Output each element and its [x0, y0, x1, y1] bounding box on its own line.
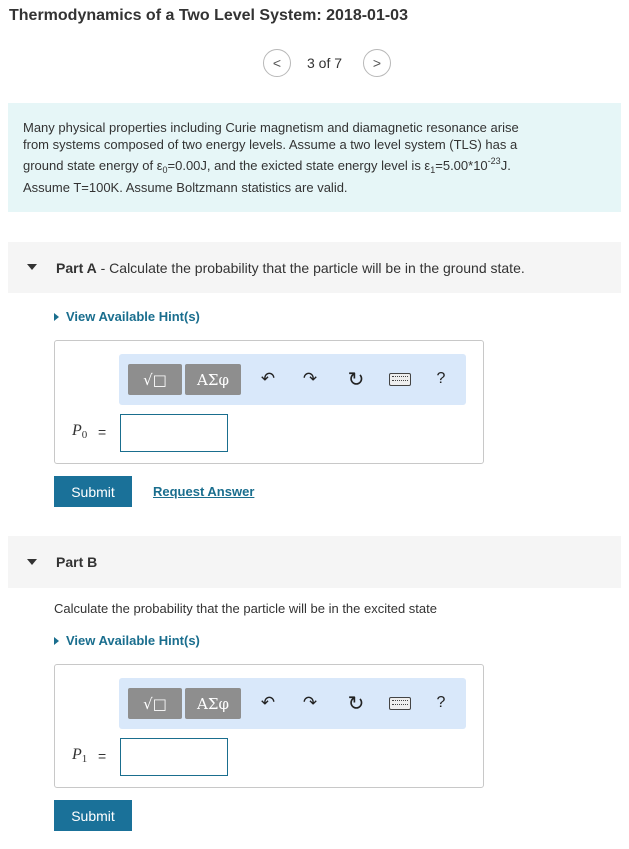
chevron-left-icon: <: [272, 55, 282, 71]
answer-box: [54, 340, 484, 464]
help-icon[interactable]: ?: [436, 694, 446, 711]
problem-line: from systems composed of two energy levels. Assume a two level system (TLS) has a: [23, 137, 518, 152]
keyboard-icon[interactable]: [389, 697, 411, 710]
problem-statement: [8, 103, 621, 212]
caret-right-icon: [54, 313, 59, 321]
submit-button[interactable]: Submit: [54, 800, 132, 831]
greek-symbols-button[interactable]: ΑΣφ: [185, 364, 241, 395]
part-b-question: Calculate the probability that the particle will be in the excited state: [54, 601, 437, 616]
answer-box: [54, 664, 484, 788]
submit-button[interactable]: Submit: [54, 476, 132, 507]
collapse-triangle-icon: [27, 264, 37, 270]
page-title: Thermodynamics of a Two Level System: 2018-01-03: [9, 7, 408, 24]
problem-line: Assume T=100K. Assume Boltzmann statistics are valid.: [23, 180, 348, 195]
undo-icon[interactable]: ↶: [260, 369, 276, 388]
redo-icon[interactable]: ↷: [302, 369, 318, 388]
math-toolbar: [119, 354, 466, 405]
pager-text: 3 of 7: [307, 55, 343, 71]
answer-input[interactable]: [120, 414, 228, 452]
part-a-header[interactable]: [8, 242, 621, 293]
templates-button[interactable]: √□: [128, 364, 182, 395]
problem-line: ground state energy of $\varepsilon_0=0.00J$, and the exicted state energy level is $\varepsilon_1=5.00*10^{-23}J$.: [23, 156, 511, 175]
help-icon[interactable]: ?: [436, 370, 446, 387]
problem-line: Many physical properties including Curie magnetism and diamagnetic resonance arise: [23, 120, 519, 135]
prev-page-button[interactable]: [263, 49, 291, 77]
keyboard-icon[interactable]: [389, 373, 411, 386]
view-hints-link[interactable]: View Available Hint(s): [54, 309, 200, 324]
part-b-title: Part B: [56, 554, 98, 570]
greek-symbols-button[interactable]: ΑΣφ: [185, 688, 241, 719]
variable-label: P1: [72, 746, 88, 765]
answer-input[interactable]: [120, 738, 228, 776]
equals-sign: =: [98, 424, 107, 440]
math-toolbar: [119, 678, 466, 729]
templates-button[interactable]: √□: [128, 688, 182, 719]
reset-icon[interactable]: ↻: [347, 368, 365, 391]
view-hints-link[interactable]: View Available Hint(s): [54, 633, 200, 648]
part-b-header[interactable]: [8, 536, 621, 588]
collapse-triangle-icon: [27, 559, 37, 565]
part-a-title: Part A - Calculate the probability that the particle will be in the ground state.: [56, 260, 525, 276]
caret-right-icon: [54, 637, 59, 645]
chevron-right-icon: >: [372, 55, 382, 71]
variable-label: P0: [72, 422, 88, 441]
redo-icon[interactable]: ↷: [302, 693, 318, 712]
request-answer-link[interactable]: Request Answer: [153, 484, 255, 499]
equals-sign: =: [98, 748, 107, 764]
reset-icon[interactable]: ↻: [347, 692, 365, 715]
undo-icon[interactable]: ↶: [260, 693, 276, 712]
next-page-button[interactable]: [363, 49, 391, 77]
